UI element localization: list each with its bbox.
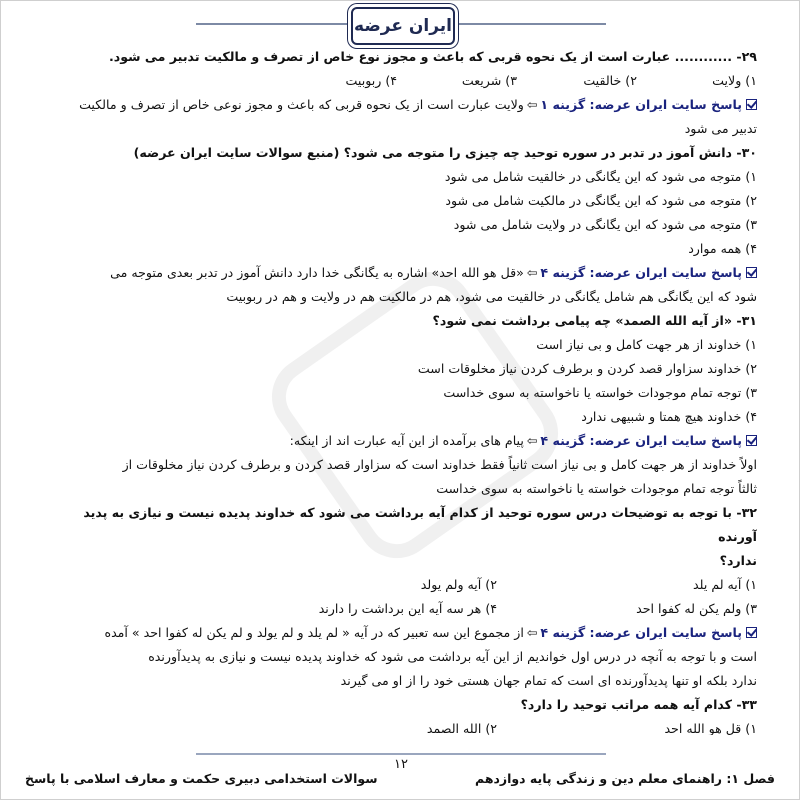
footer-book-title: سوالات استخدامی دبیری حکمت و معارف اسلامی با پاسخ (25, 771, 378, 786)
answer-text: «قل هو الله احد» اشاره به یگانگی خدا دارد دانش آموز در تدبر بعدی متوجه می (110, 265, 524, 280)
question-33: ۳۳- کدام آیه همه مراتب توحید را دارد؟ (520, 697, 757, 712)
answer-text: پیام های برآمده از این آیه عبارت اند از اینکه: (289, 433, 524, 448)
answer-29 (49, 93, 757, 117)
answer-31-cont: ثالثاً توجه تمام موجودات خواسته یا ناخواسته به سوی خداست (436, 481, 757, 496)
question-29: ۲۹- ............ عبارت است از یک نحوه قربی که باعث و مجوز نوع خاص از تصرف و مالکیت تدبیر می شود. (109, 49, 757, 64)
answer-31-cont: اولاً خداوند از هر جهت کامل و بی نیاز است ثانیاً فقط خداوند است که سزاوار قصد کردن و برطرف کردن نیاز مخلوقات از (122, 457, 757, 472)
question-32: ۳۲- با توجه به توضیحات درس سوره توحید از کدام آیه برداشت می شود که خداوند پدیده نیست و نیازی به پدید آورنده (83, 505, 757, 544)
checkbox-icon (746, 435, 757, 446)
option: ۲) آیه ولم یولد (420, 577, 497, 592)
question-29-options (49, 69, 757, 93)
answer-label: پاسخ سایت ایران عرضه: گزینه ۴ (540, 265, 742, 280)
answer-30 (49, 261, 757, 285)
answer-label: پاسخ سایت ایران عرضه: گزینه ۴ (540, 625, 742, 640)
arrow-left-icon: ⇦ (526, 625, 538, 640)
checkbox-icon (746, 267, 757, 278)
question-32-options-row2 (49, 597, 757, 621)
option: ۱) قل هو الله احد (664, 721, 757, 735)
arrow-left-icon: ⇦ (526, 97, 538, 112)
logo-text: ایران عرضه (354, 16, 452, 36)
option: ۱) آیه لم یلد (693, 577, 757, 592)
option: ۴) همه موارد (688, 241, 757, 256)
option: ۴) هر سه آیه این برداشت را دارند (318, 601, 497, 616)
site-logo (351, 7, 455, 45)
option: ۱) خداوند از هر جهت کامل و بی نیاز است (536, 337, 757, 352)
checkbox-icon (746, 627, 757, 638)
option: ۴) خداوند هیچ همتا و شبیهی ندارد (581, 409, 757, 424)
option: ۲) خالقیت (583, 73, 637, 88)
questions-content (49, 45, 757, 735)
answer-32-cont: است و با توجه به آنچه در درس اول خواندیم از این آیه برداشت می شود که خداوند پدیده نیست و نیازی به پدیدآورنده (148, 649, 757, 664)
answer-31 (49, 429, 757, 453)
option: ۲) متوجه می شود که این یگانگی در مالکیت شامل می شود (445, 193, 757, 208)
option: ۳) توجه تمام موجودات خواسته یا ناخواسته به سوی خداست (443, 385, 757, 400)
answer-label: پاسخ سایت ایران عرضه: گزینه ۱ (540, 97, 742, 112)
arrow-left-icon: ⇦ (526, 433, 538, 448)
arrow-left-icon: ⇦ (526, 265, 538, 280)
option: ۲) خداوند سزاوار قصد کردن و برطرف کردن نیاز مخلوقات است (417, 361, 757, 376)
footer-chapter-title: فصل ۱: راهنمای معلم دین و زندگی پایه دوازدهم (475, 771, 775, 786)
question-31: ۳۱- «از آیه الله الصمد» چه پیامی برداشت نمی شود؟ (432, 313, 757, 328)
answer-30-cont: شود که این یگانگی هم شامل یگانگی در خالقیت می شود، هم در مالکیت هم در ولایت و هم در ربوبیت (226, 289, 757, 304)
question-32-cont: ندارد؟ (719, 553, 757, 568)
question-30: ۳۰- دانش آموز در تدبر در سوره توحید چه چیزی را متوجه می شود؟ (منبع سوالات سایت ایران عرضه) (133, 145, 757, 160)
answer-32 (49, 621, 757, 645)
answer-29-cont: تدبیر می شود (684, 121, 757, 136)
answer-text: از مجموع این سه تعبیر که در آیه « لم یلد و لم یولد و لم یکن له کفوا احد » آمده (104, 625, 524, 640)
answer-32-cont: ندارد بلکه او تنها پدیدآورنده ای است که تمام جهان هستی خود را از او می گیرند (340, 673, 757, 688)
option: ۴) ربوبیت (345, 73, 397, 88)
option: ۱) متوجه می شود که این یگانگی در خالقیت شامل می شود (444, 169, 757, 184)
answer-text: ولایت عبارت است از یک نحوه قربی که باعث و مجوز نوعی خاص از تصرف و مالکیت (79, 97, 524, 112)
option: ۳) ولم یکن له کفوا احد (636, 601, 757, 616)
page-number: ۱۲ (394, 757, 408, 772)
option: ۱) ولایت (712, 73, 757, 88)
question-32-options-row1 (49, 573, 757, 597)
option: ۲) الله الصمد (426, 721, 497, 735)
footer-divider (196, 753, 606, 755)
answer-label: پاسخ سایت ایران عرضه: گزینه ۴ (540, 433, 742, 448)
option: ۳) شریعت (461, 73, 517, 88)
question-33-options (49, 717, 757, 735)
checkbox-icon (746, 99, 757, 110)
option: ۳) متوجه می شود که این یگانگی در ولایت شامل می شود (453, 217, 757, 232)
